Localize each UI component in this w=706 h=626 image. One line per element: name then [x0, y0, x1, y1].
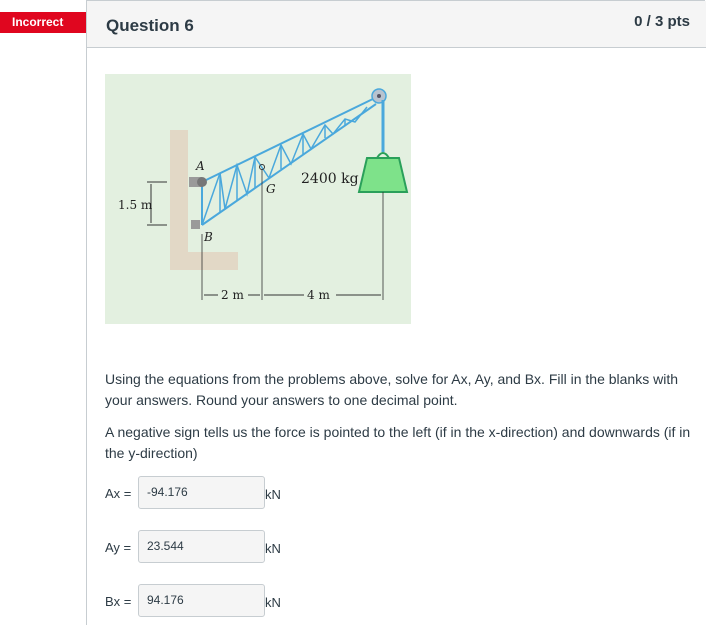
badge-label: Incorrect: [12, 15, 64, 29]
question-points: 0 / 3 pts: [634, 13, 690, 30]
instructions-text: Using the equations from the problems above, solve for Ax, Ay, and Bx. Fill in the blanks with your answers. Round your answers to one decimal point.: [105, 371, 679, 408]
label-b: B: [204, 230, 213, 244]
answer-unit: kN: [265, 595, 281, 610]
label-a: A: [196, 159, 205, 173]
answer-label: Ax =: [105, 486, 132, 501]
crane-figure: [105, 74, 411, 324]
crane-diagram: [105, 74, 411, 324]
base: [170, 252, 238, 270]
question-header: [87, 1, 706, 48]
mass-label: 2400 kg: [301, 171, 359, 187]
bx-input[interactable]: 94.176: [138, 584, 265, 617]
question-title: Question 6: [106, 16, 194, 35]
weight: [359, 158, 407, 192]
wall: [170, 130, 188, 270]
note-text: A negative sign tells us the force is pointed to the left (if in the x-direction) and downwards (if in the y-direction): [105, 424, 691, 461]
answer-unit: kN: [265, 541, 281, 556]
pin-b: [191, 220, 200, 229]
label-g: G: [266, 182, 276, 196]
answer-label: Bx =: [105, 594, 132, 609]
dim-left: 2 m: [221, 288, 244, 302]
ay-input[interactable]: 23.544: [138, 530, 265, 563]
dim-right: 4 m: [307, 288, 330, 302]
ax-input[interactable]: -94.176: [138, 476, 265, 509]
answer-unit: kN: [265, 487, 281, 502]
answer-label: Ay =: [105, 540, 132, 555]
dim-vertical: 1.5 m: [118, 198, 153, 212]
pin-a: [197, 177, 207, 187]
